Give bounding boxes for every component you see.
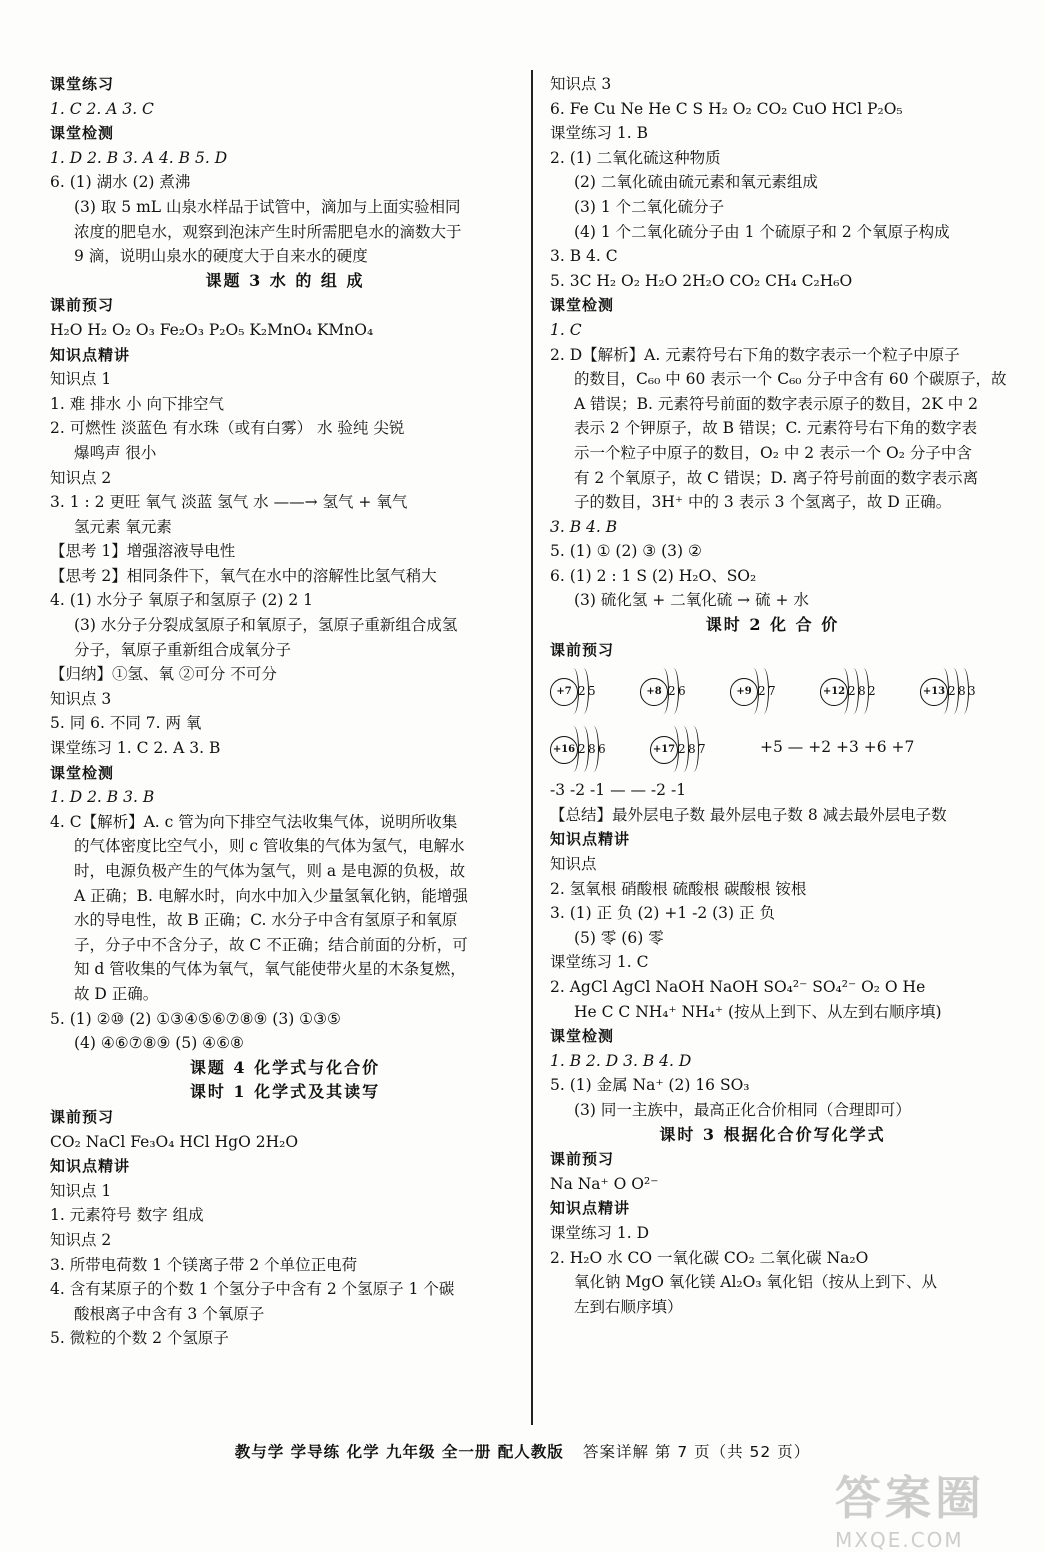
- answer-line: He C C NH₄⁺ NH₄⁺ (按从上到下、从左到右顺序填): [574, 1002, 942, 1021]
- answer-line: (3) 取 5 mL 山泉水样品于试管中，滴加与上面实验相同: [74, 197, 461, 216]
- answer-line: 课堂练习 1. D: [550, 1223, 650, 1242]
- atom-nucleus: +12: [820, 678, 848, 706]
- section-heading: 课前预习: [50, 1107, 115, 1126]
- electron-count: 7: [768, 684, 776, 699]
- footer-page-info: 答案详解 第 7 页（共 52 页）: [582, 1443, 811, 1461]
- watermark-url: MXQE.COM: [835, 1528, 964, 1552]
- atom-nucleus: +9: [730, 678, 758, 706]
- answer-line: 5. 3C H₂ O₂ H₂O 2H₂O CO₂ CH₄ C₂H₆O: [550, 271, 853, 290]
- answer-line: 知识点 3: [50, 689, 112, 708]
- column-divider: [531, 70, 533, 1425]
- section-heading: 知识点精讲: [550, 830, 631, 849]
- answer-line: 3. B 4. B: [550, 517, 618, 536]
- answer-line: 知识点 1: [50, 370, 112, 389]
- answer-line: 4. (1) 水分子 氧原子和氢原子 (2) 2 1: [50, 591, 313, 610]
- answer-line: (4) 1 个二氧化硫分子由 1 个硫原子和 2 个氧原子构成: [574, 222, 950, 241]
- answer-line: 知识点 2: [50, 468, 112, 487]
- answer-line: (4) ④⑥⑦⑧⑨ (5) ④⑥⑧: [74, 1034, 244, 1053]
- answer-line: 9 滴，说明山泉水的硬度大于自来水的硬度: [74, 247, 368, 266]
- answer-line: 示一个粒子中原子的数目，O₂ 中 2 表示一个 O₂ 分子中含: [574, 443, 972, 462]
- answer-line: 1. D 2. B 3. A 4. B 5. D: [50, 148, 228, 167]
- answer-line: 知识点 2: [50, 1230, 112, 1249]
- answer-line: 3. 所带电荷数 1 个镁离子带 2 个单位正电荷: [50, 1255, 358, 1274]
- answer-line: 氧化钠 MgO 氧化镁 Al₂O₃ 氧化铝（按从上到下、从: [574, 1273, 937, 1292]
- section-heading: 课前预习: [550, 1150, 615, 1169]
- lesson-title: 课时 3 根据化合价写化学式: [659, 1124, 886, 1144]
- left-column: [50, 72, 520, 1351]
- atom-nucleus: +17: [650, 736, 678, 764]
- lesson-title: 课题 3 水 的 组 成: [205, 270, 365, 290]
- answer-line: 1. D 2. B 3. B: [50, 788, 155, 807]
- section-heading: 课前预习: [550, 640, 615, 659]
- answer-line: 子，分子中不含分子，故 C 不正确；结合前面的分析，可: [74, 935, 468, 954]
- section-heading: 知识点精讲: [550, 1199, 631, 1218]
- electron-count: 7: [698, 742, 706, 757]
- electron-count: 8: [688, 742, 696, 757]
- answer-line: 5. (1) ① (2) ③ (3) ②: [550, 542, 702, 561]
- answer-line: 1. 元素符号 数字 组成: [50, 1206, 204, 1225]
- answer-line: 1. C: [550, 320, 582, 339]
- answer-line: 知 d 管收集的气体为氧气，氧气能使带火星的木条复燃，: [74, 960, 466, 979]
- section-heading: 课堂练习: [50, 75, 115, 93]
- atom-diagram: [640, 678, 686, 706]
- section-heading: 课堂检测: [50, 124, 115, 143]
- answer-line: 左到右顺序填）: [574, 1297, 683, 1316]
- answer-line: 课堂练习 1. C 2. A 3. B: [50, 739, 221, 758]
- answer-line: 5. (1) ②⑩ (2) ①③④⑤⑥⑦⑧⑨ (3) ①③⑤: [50, 1009, 341, 1028]
- answer-line: CO₂ NaCl Fe₃O₄ HCl HgO 2H₂O: [50, 1132, 299, 1151]
- answer-line: 5. 同 6. 不同 7. 两 氧: [50, 714, 202, 733]
- lesson-title: 课题 4 化学式与化合价: [189, 1057, 381, 1077]
- answer-line: (3) 1 个二氧化硫分子: [574, 197, 725, 216]
- electron-count: 8: [588, 742, 596, 757]
- electron-count: 6: [598, 742, 606, 757]
- answer-line: 【归纳】①氢、氧 ②可分 不可分: [50, 665, 277, 684]
- answer-line: 2. D【解析】A. 元素符号右下角的数字表示一个粒子中原子: [550, 345, 960, 364]
- answer-line: -3 -2 -1 — — -2 -1: [550, 781, 687, 800]
- atom-structure-row: [550, 720, 995, 778]
- answer-line: 1. B 2. D 3. B 4. D: [550, 1051, 692, 1070]
- atom-diagram: [820, 678, 876, 706]
- answer-line: 知识点: [550, 855, 597, 874]
- answer-line: 课堂练习 1. C: [550, 953, 649, 972]
- answer-line: 2. H₂O 水 CO 一氧化碳 CO₂ 二氧化碳 Na₂O: [550, 1248, 869, 1267]
- answer-line: (3) 水分子分裂成氢原子和氧原子，氢原子重新组合成氢: [74, 616, 458, 635]
- answer-line: 4. 含有某原子的个数 1 个氢分子中含有 2 个氢原子 1 个碳: [50, 1280, 455, 1299]
- answer-line: 氢元素 氧元素: [74, 517, 172, 536]
- answer-line: 知识点 3: [550, 75, 612, 93]
- electron-count: 3: [968, 684, 976, 699]
- answer-line: 子的数目，3H⁺ 中的 3 表示 3 个氢离子，故 D 正确。: [574, 493, 952, 512]
- answer-line: 5. 微粒的个数 2 个氢原子: [50, 1329, 229, 1348]
- answer-line: (5) 零 (6) 零: [574, 928, 664, 947]
- answer-line: 的气体密度比空气小，则 c 管收集的气体为氢气，电解水: [74, 837, 465, 856]
- answer-line: 4. C【解析】A. c 管为向下排空气法收集气体，说明所收集: [50, 812, 458, 831]
- answer-line: 时，电源负极产生的气体为氢气，则 a 是电源的负极，故: [74, 862, 466, 880]
- footer-title: 教与学 学导练 化学 九年级 全一册 配人教版: [234, 1443, 564, 1461]
- answer-line: 1. C 2. A 3. C: [50, 99, 154, 118]
- answer-line: 1. 难 排水 小 向下排空气: [50, 394, 224, 413]
- atom-diagram: [550, 678, 596, 706]
- electron-count: 6: [678, 684, 686, 699]
- answer-line: 课堂练习 1. B: [550, 124, 649, 143]
- answer-line: 6. (1) 湖水 (2) 煮沸: [50, 173, 191, 192]
- answer-line: 浓度的肥皂水，观察到泡沫产生时所需肥皂水的滴数大于: [74, 222, 462, 241]
- answer-line: A 正确；B. 电解水时，向水中加入少量氢氧化钠，能增强: [74, 886, 468, 905]
- atom-nucleus: +16: [550, 736, 578, 764]
- electron-count: 2: [668, 684, 676, 699]
- answer-line: 水的导电性，故 B 正确；C. 水分子中含有氢原子和氧原: [74, 911, 458, 930]
- answer-line: 知识点 1: [50, 1181, 112, 1200]
- answer-line: H₂O H₂ O₂ O₃ Fe₂O₃ P₂O₅ K₂MnO₄ KMnO₄: [50, 320, 374, 339]
- atom-structure-row: [550, 662, 995, 720]
- atom-diagram: [650, 736, 706, 764]
- electron-count: 5: [588, 684, 596, 699]
- electron-count: 2: [758, 684, 766, 699]
- answer-line: Na Na⁺ O O²⁻: [550, 1174, 659, 1193]
- answer-line: 酸根离子中含有 3 个氧原子: [74, 1304, 265, 1323]
- answer-line: 分子，氧原子重新组合成氧分子: [74, 640, 292, 659]
- answer-line: 【总结】最外层电子数 最外层电子数 8 减去最外层电子数: [550, 805, 947, 824]
- section-heading: 知识点精讲: [50, 345, 131, 364]
- section-heading: 课前预习: [50, 296, 115, 315]
- answer-line: 3. 1 : 2 更旺 氧气 淡蓝 氢气 水 ——→ 氢气 + 氧气: [50, 493, 408, 512]
- answer-line: 有 2 个氧原子，故 C 错误；D. 离子符号前面的数字表示离: [574, 468, 979, 487]
- section-heading: 知识点精讲: [50, 1157, 131, 1176]
- electron-count: 8: [858, 684, 866, 699]
- lesson-title: 课时 2 化 合 价: [705, 615, 840, 635]
- section-heading: 课堂检测: [550, 1027, 615, 1046]
- watermark-text: 答案圈: [835, 1471, 985, 1525]
- answer-line: (3) 硫化氢 + 二氧化硫 → 硫 + 水: [574, 591, 809, 610]
- valence-values: +5 — +2 +3 +6 +7: [760, 738, 915, 757]
- electron-count: 2: [868, 684, 876, 699]
- atom-nucleus: +13: [920, 678, 948, 706]
- atom-nucleus: +8: [640, 678, 668, 706]
- electron-count: 2: [848, 684, 856, 699]
- watermark-logo: [835, 1462, 1015, 1552]
- answer-line: 【思考 2】相同条件下，氧气在水中的溶解性比氢气稍大: [50, 566, 437, 585]
- electron-count: 2: [578, 742, 586, 757]
- atom-diagram: [920, 678, 976, 706]
- electron-count: 2: [578, 684, 586, 699]
- answer-line: 的数目，C₆₀ 中 60 表示一个 C₆₀ 分子中含有 60 个碳原子，故: [574, 370, 1007, 389]
- page-footer: [0, 1440, 1045, 1462]
- answer-line: 6. (1) 2 : 1 S (2) H₂O、SO₂: [550, 566, 757, 585]
- atom-diagram: [550, 736, 606, 764]
- electron-count: 2: [678, 742, 686, 757]
- electron-count: 8: [958, 684, 966, 699]
- answer-line: (2) 二氧化硫由硫元素和氧元素组成: [574, 173, 818, 192]
- right-column: [550, 72, 1007, 1319]
- section-heading: 课堂检测: [550, 296, 615, 315]
- answer-line: 2. (1) 二氧化硫这种物质: [550, 148, 721, 167]
- answer-line: (3) 同一主族中，最高正化合价相同（合理即可）: [574, 1100, 911, 1119]
- atom-nucleus: +7: [550, 678, 578, 706]
- answer-line: 5. (1) 金属 Na⁺ (2) 16 SO₃: [550, 1076, 750, 1095]
- answer-line: 2. AgCl AgCl NaOH NaOH SO₄²⁻ SO₄²⁻ O₂ O He: [550, 978, 926, 996]
- answer-line: 2. 氢氧根 硝酸根 硫酸根 碳酸根 铵根: [550, 879, 807, 898]
- answer-line: 【思考 1】增强溶液导电性: [50, 542, 236, 561]
- section-heading: 课堂检测: [50, 763, 115, 782]
- answer-line: 故 D 正确。: [74, 984, 159, 1003]
- answer-line: 爆鸣声 很小: [74, 443, 157, 462]
- atom-diagram: [730, 678, 776, 706]
- lesson-title: 课时 1 化学式及其读写: [189, 1082, 381, 1102]
- answer-line: 6. Fe Cu Ne He C S H₂ O₂ CO₂ CuO HCl P₂O₅: [550, 99, 903, 118]
- answer-line: 3. (1) 正 负 (2) +1 -2 (3) 正 负: [550, 904, 775, 923]
- answer-line: A 错误；B. 元素符号前面的数字表示原子的数目，2K 中 2: [574, 394, 979, 413]
- answer-line: 表示 2 个钾原子，故 B 错误；C. 元素符号右下角的数字表: [574, 419, 978, 438]
- answer-line: 2. 可燃性 淡蓝色 有水珠（或有白雾） 水 验纯 尖锐: [50, 419, 405, 438]
- answer-line: 3. B 4. C: [550, 247, 618, 266]
- electron-count: 2: [948, 684, 956, 699]
